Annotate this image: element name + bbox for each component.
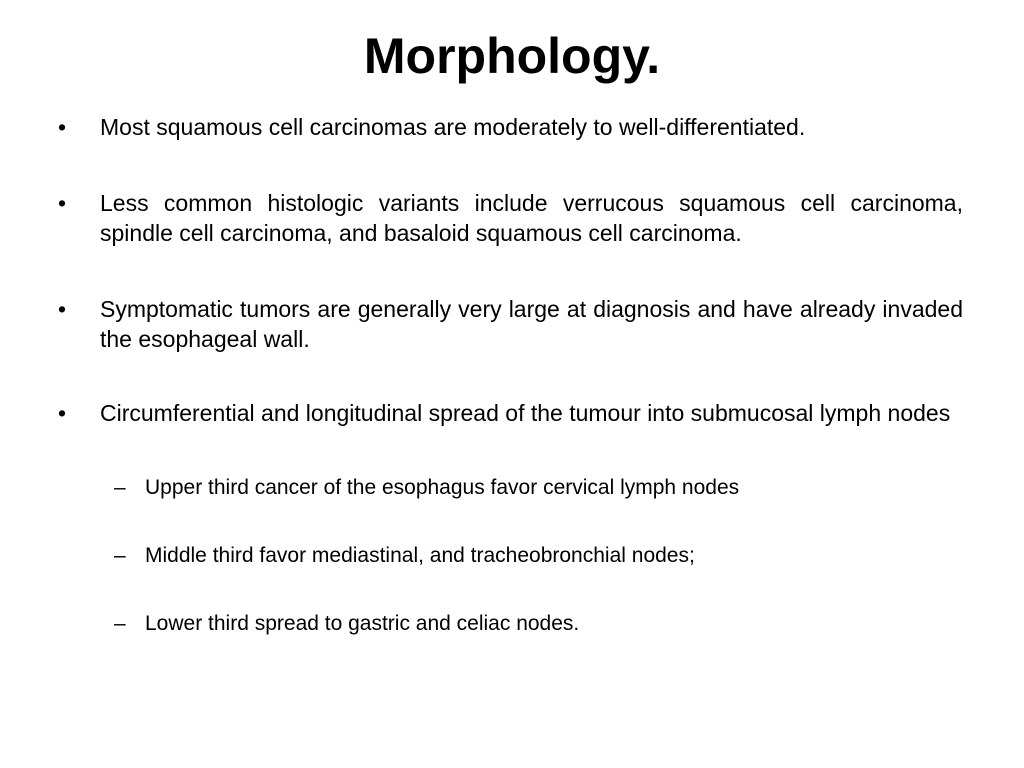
bullet-marker: • bbox=[58, 190, 67, 216]
bullet-text: Circumferential and longitudinal spread of the tumour into submucosal lymph nodes bbox=[100, 400, 951, 426]
sub-bullet-item bbox=[58, 542, 963, 570]
bullet-marker: • bbox=[58, 296, 67, 322]
sub-bullet-item bbox=[58, 610, 963, 638]
bullet-marker: • bbox=[58, 400, 67, 426]
bullet-text: Symptomatic tumors are generally very large at diagnosis and have already invaded the esophageal wall. bbox=[100, 296, 963, 352]
bullet-list bbox=[58, 112, 963, 638]
bullet-item bbox=[58, 294, 963, 354]
bullet-text: Most squamous cell carcinomas are moderately to well-differentiated. bbox=[100, 114, 806, 140]
bullet-item bbox=[58, 398, 963, 428]
sub-bullet-text: Lower third spread to gastric and celiac nodes. bbox=[145, 612, 580, 635]
sub-bullet-marker: – bbox=[114, 544, 126, 567]
slide-title: Morphology. bbox=[363, 28, 661, 84]
sub-bullet-text: Upper third cancer of the esophagus favor cervical lymph nodes bbox=[145, 476, 740, 499]
sub-bullet-item bbox=[58, 474, 963, 502]
sub-bullet-marker: – bbox=[114, 476, 126, 499]
bullet-item bbox=[58, 112, 963, 142]
sub-bullet-marker: – bbox=[114, 612, 126, 635]
bullet-marker: • bbox=[58, 114, 67, 140]
bullet-text: Less common histologic variants include verrucous squamous cell carcinoma, spindle cell carcinoma, and basaloid squamous cell carcinoma. bbox=[100, 190, 963, 246]
bullet-item bbox=[58, 188, 963, 248]
sub-bullet-text: Middle third favor mediastinal, and tracheobronchial nodes; bbox=[145, 544, 695, 567]
